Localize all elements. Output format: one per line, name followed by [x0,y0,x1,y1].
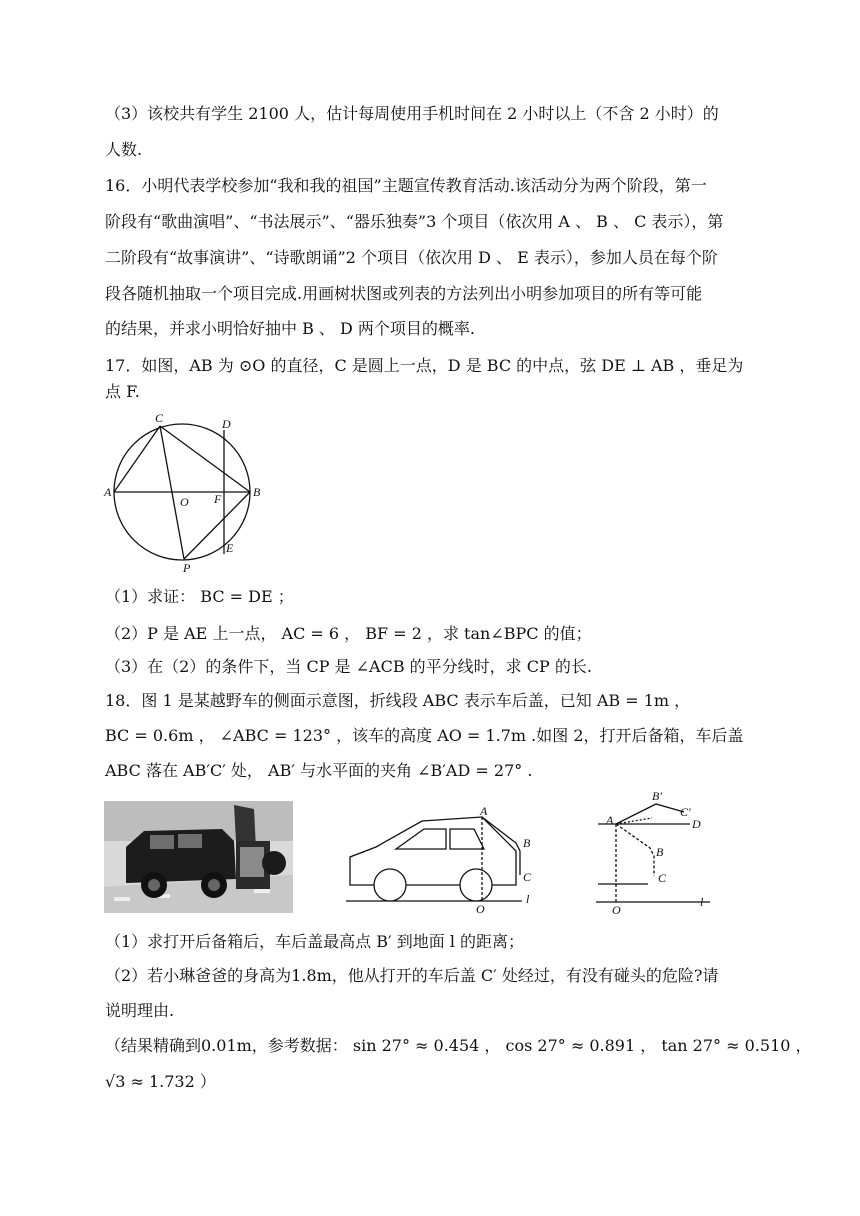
label-o: O [180,495,189,509]
chord-ac [114,426,160,492]
q18-line1: 18．图 1 是某越野车的侧面示意图，折线段 ABC 表示车后盖，已知 AB = 1m ， [105,691,691,710]
q18-line3: ABC 落在 AB′C′ 处， AB′ 与水平面的夹角 ∠B′AD = 27° . [105,761,533,780]
q17-part1: （1）求证： BC = DE ； [105,587,294,606]
chord-cb [160,426,250,492]
fig3-label-l: l [700,895,704,909]
q16-line3: 二阶段有“故事演讲”、“诗歌朗诵”2 个项目（依次用 D 、 E 表示），参加人员在每个阶 [105,248,718,267]
label-a: A [104,485,112,499]
q16-line4: 段各随机抽取一个项目完成.用画树状图或列表的方法列出小明参加项目的所有等可能 [105,284,703,303]
q17-line2: 点 F. [105,382,140,401]
label-e: E [226,541,234,555]
q18-line2: BC = 0.6m ， ∠ABC = 123° ，该车的高度 AO = 1.7m .如图 2，打开后备箱，车后盖 [105,726,744,745]
label-f: F [214,492,222,506]
q17-part3: （3）在（2）的条件下，当 CP 是 ∠ACB 的平分线时，求 CP 的长. [105,657,592,676]
q15-part3-line2: 人数. [105,140,143,159]
fig3-label-b: B [656,845,664,859]
q18-part2-line1: （2）若小琳爸爸的身高为1.8m，他从打开的车后盖 C′ 处经过，有没有碰头的危险?请 [105,966,719,985]
front-wheel [374,869,406,901]
fig2-label-c: C [523,870,532,884]
fig3-label-b-prime: B′ [652,789,662,803]
q17-circle-figure [100,410,275,575]
rear-wheel [460,869,492,901]
q18-part2-line2: 说明理由. [105,1001,175,1020]
lid-original-dashed [616,824,654,876]
q17-part2: （2）P 是 AE 上一点， AC = 6 ， BF = 2 ，求 tan∠BPC 的值； [105,624,592,643]
label-d: D [222,417,231,431]
label-p: P [183,561,191,575]
fig3-label-a: A [606,813,614,827]
car-side-figure [340,805,540,917]
label-b: B [253,485,261,499]
q16-line1: 16．小明代表学校参加“我和我的祖国”主题宣传教育活动.该活动分为两个阶段，第一 [105,176,707,195]
q18-note-line2: √3 ≈ 1.732 ） [105,1072,216,1091]
lid-ab-c-prime [616,804,684,824]
fig2-label-b: B [523,836,531,850]
q16-line2: 阶段有“歌曲演唱”、“书法展示”、“器乐独奏”3 个项目（依次用 A 、 B 、 C 表示），第 [105,212,724,231]
opened-lid-figure [592,786,722,918]
label-c: C [155,411,164,425]
fig3-label-d: D [692,817,701,831]
fig2-label-o: O [476,902,485,916]
car-body [350,817,516,885]
q18-part1: （1）求打开后备箱后，车后盖最高点 B′ 到地面 l 的距离； [105,932,525,951]
q17-line1: 17．如图，AB 为 ⊙O 的直径，C 是圆上一点，D 是 BC 的中点，弦 DE ⊥ AB ，垂足为 [105,356,744,375]
fig3-label-c: C [658,871,667,885]
fig3-label-o: O [612,903,621,917]
suv-photo [104,801,293,913]
q16-line5: 的结果，并求小明恰好抽中 B 、 D 两个项目的概率. [105,319,476,338]
fig2-label-l: l [526,892,530,906]
fig2-label-a: A [480,805,488,818]
fig3-label-c-prime: C′ [680,805,691,819]
q15-part3-line1: （3）该校共有学生 2100 人，估计每周使用手机时间在 2 小时以上（不含 2 小时）的 [105,104,719,123]
lid-abc [482,817,520,875]
q18-note-line1: （结果精确到0.01m，参考数据： sin 27° ≈ 0.454 ， cos 27° ≈ 0.891 ， tan 27° ≈ 0.510 ， [105,1036,812,1055]
